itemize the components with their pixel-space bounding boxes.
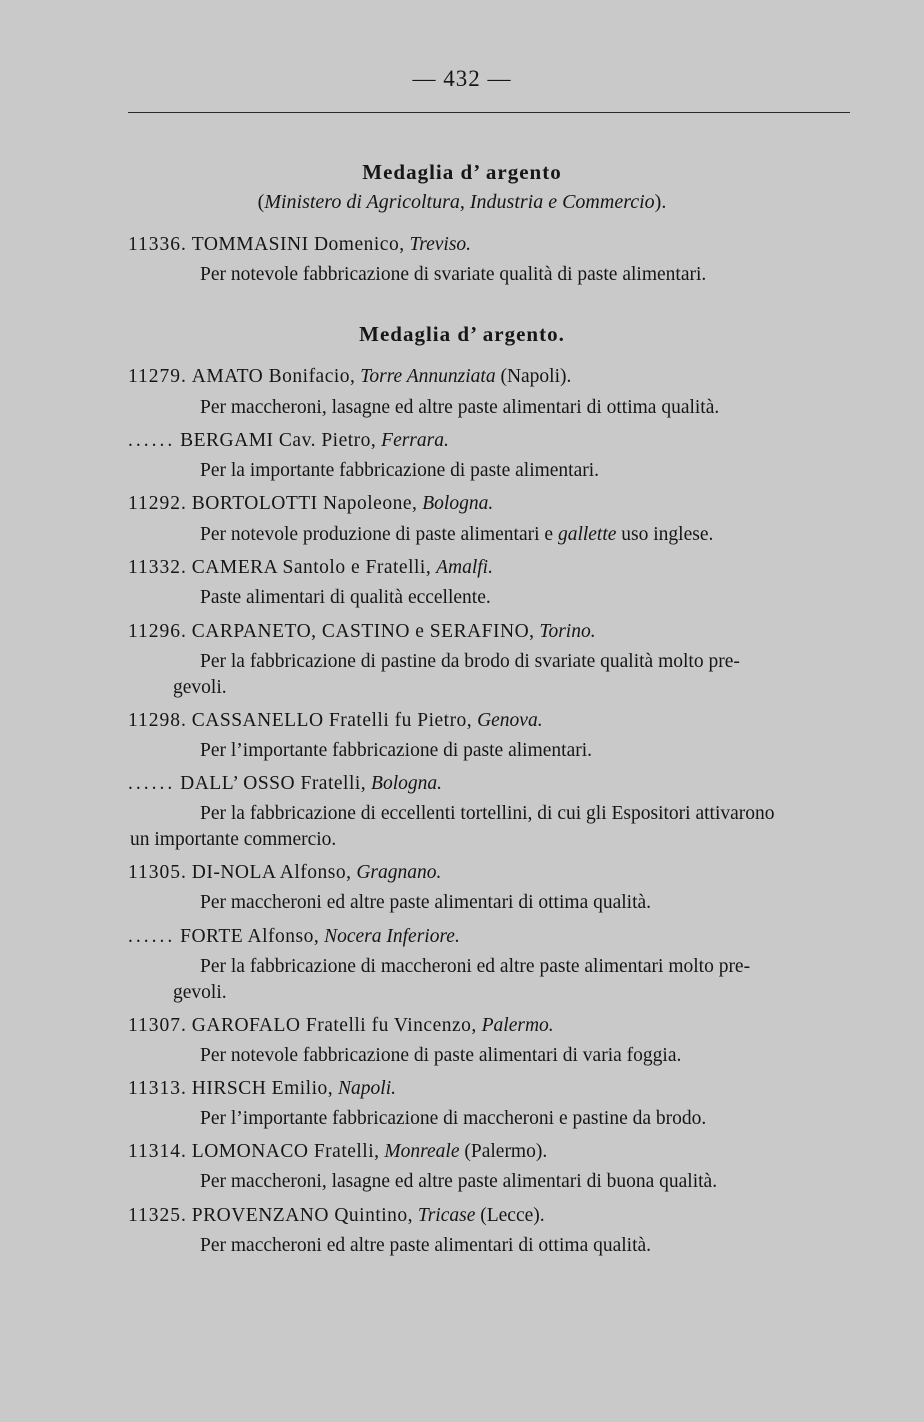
entry-header xyxy=(128,1205,545,1227)
entry-header xyxy=(128,773,442,795)
section-title-medaglia-argento: Medaglia d’ argento. xyxy=(359,322,565,346)
exhibitor-province: (Lecce). xyxy=(480,1205,545,1226)
entry-description: Per maccheroni ed altre paste alimentari di ottima qualità. xyxy=(200,892,652,913)
exhibitor-place: Treviso. xyxy=(409,234,472,255)
entry-number: ...... xyxy=(128,926,176,947)
entry-description: Per la fabbricazione di maccheroni ed altre paste alimentari molto pre- xyxy=(200,956,751,977)
entry-number: 11336. xyxy=(128,234,187,255)
entry-description-continuation: gevoli. xyxy=(173,982,227,1003)
subtitle-close-paren: ). xyxy=(654,191,667,213)
exhibitor-name: AMATO Bonifacio, xyxy=(191,366,356,387)
entry-number: 11296. xyxy=(128,621,187,642)
entry-description: Per notevole fabbricazione di svariate qualità di paste alimentari. xyxy=(200,264,707,285)
exhibitor-place: Palermo. xyxy=(481,1015,554,1036)
entry-header xyxy=(128,1141,547,1163)
entry-number: ...... xyxy=(128,430,176,451)
entry-header xyxy=(128,366,571,388)
desc-part: uso inglese. xyxy=(621,524,714,545)
entry-description-continuation: un importante commercio. xyxy=(130,829,337,850)
exhibitor-place: Bologna. xyxy=(371,773,443,794)
entry-description: Paste alimentari di qualità eccellente. xyxy=(200,587,491,608)
entry-number: 11307. xyxy=(128,1015,187,1036)
exhibitor-place: Bologna. xyxy=(422,493,494,514)
header-rule xyxy=(128,112,850,113)
exhibitor-place: Gragnano. xyxy=(356,862,442,883)
exhibitor-name: DI-NOLA Alfonso, xyxy=(191,862,352,883)
exhibitor-place: Genova. xyxy=(477,710,543,731)
exhibitor-name: FORTE Alfonso, xyxy=(180,926,320,947)
exhibitor-place: Ferrara. xyxy=(381,430,449,451)
exhibitor-place: Napoli. xyxy=(338,1078,396,1099)
page-number: — 432 — xyxy=(412,66,512,91)
entry-number: 11332. xyxy=(128,557,187,578)
entry-number: 11314. xyxy=(128,1141,187,1162)
exhibitor-place: Amalfi. xyxy=(436,557,493,578)
exhibitor-name: CASSANELLO Fratelli fu Pietro, xyxy=(191,710,473,731)
entry-description-continuation: gevoli. xyxy=(173,677,227,698)
entry-header xyxy=(128,926,460,948)
subtitle-open-paren: ( xyxy=(257,191,265,213)
entry-header xyxy=(128,621,596,643)
entry-header xyxy=(128,862,441,884)
entry-header xyxy=(128,234,471,256)
entry-number: 11292. xyxy=(128,493,187,514)
entry-description xyxy=(200,524,713,546)
entry-number: ...... xyxy=(128,773,176,794)
exhibitor-place: Nocera Inferiore. xyxy=(324,926,460,947)
exhibitor-name: BORTOLOTTI Napoleone, xyxy=(191,493,418,514)
entry-number: 11279. xyxy=(128,366,187,387)
exhibitor-name: CARPANETO, CASTINO e SERAFINO, xyxy=(191,621,535,642)
exhibitor-province: (Napoli). xyxy=(500,366,572,387)
exhibitor-name: BERGAMI Cav. Pietro, xyxy=(180,430,377,451)
entry-description: Per notevole fabbricazione di paste alimentari di varia foggia. xyxy=(200,1045,682,1066)
entry-header xyxy=(128,557,493,579)
entry-description: Per l’importante fabbricazione di maccheroni e pastine da brodo. xyxy=(200,1108,707,1129)
exhibitor-province: (Palermo). xyxy=(464,1141,548,1162)
exhibitor-place: Tricase xyxy=(417,1205,476,1226)
entry-number: 11305. xyxy=(128,862,187,883)
section-subtitle xyxy=(0,191,924,214)
entry-header xyxy=(128,1078,396,1100)
entry-description: Per l’importante fabbricazione di paste alimentari. xyxy=(200,740,593,761)
entry-description: Per maccheroni, lasagne ed altre paste alimentari di ottima qualità. xyxy=(200,397,720,418)
exhibitor-place: Torre Annunziata xyxy=(360,366,496,387)
exhibitor-name: CAMERA Santolo e Fratelli, xyxy=(191,557,432,578)
entry-description: Per la fabbricazione di pastine da brodo di svariate qualità molto pre- xyxy=(200,651,740,672)
exhibitor-name: PROVENZANO Quintino, xyxy=(191,1205,414,1226)
entry-description: Per maccheroni, lasagne ed altre paste alimentari di buona qualità. xyxy=(200,1171,718,1192)
entry-header xyxy=(128,710,543,732)
exhibitor-place: Monreale xyxy=(384,1141,460,1162)
subtitle-text: Ministero di Agricoltura, Industria e Commercio xyxy=(264,191,655,213)
entry-description: Per maccheroni ed altre paste alimentari di ottima qualità. xyxy=(200,1235,652,1256)
exhibitor-name: GAROFALO Fratelli fu Vincenzo, xyxy=(191,1015,477,1036)
entry-number: 11325. xyxy=(128,1205,187,1226)
section-title-medaglia-argento-ministero: Medaglia d’ argento xyxy=(362,160,562,184)
entry-header xyxy=(128,1015,554,1037)
entry-header xyxy=(128,430,449,452)
exhibitor-place: Torino. xyxy=(539,621,596,642)
exhibitor-name: HIRSCH Emilio, xyxy=(191,1078,334,1099)
exhibitor-name: TOMMASINI Domenico, xyxy=(191,234,405,255)
entry-number: 11298. xyxy=(128,710,187,731)
exhibitor-name: DALL’ OSSO Fratelli, xyxy=(180,773,367,794)
exhibitor-name: LOMONACO Fratelli, xyxy=(191,1141,380,1162)
desc-italic-term: gallette xyxy=(557,524,617,545)
entry-description: Per la fabbricazione di eccellenti tortellini, di cui gli Espositori attivarono xyxy=(200,803,775,824)
desc-part: Per notevole produzione di paste alimentari e xyxy=(200,524,554,545)
entry-number: 11313. xyxy=(128,1078,187,1099)
entry-description: Per la importante fabbricazione di paste alimentari. xyxy=(200,460,600,481)
entry-header xyxy=(128,493,493,515)
